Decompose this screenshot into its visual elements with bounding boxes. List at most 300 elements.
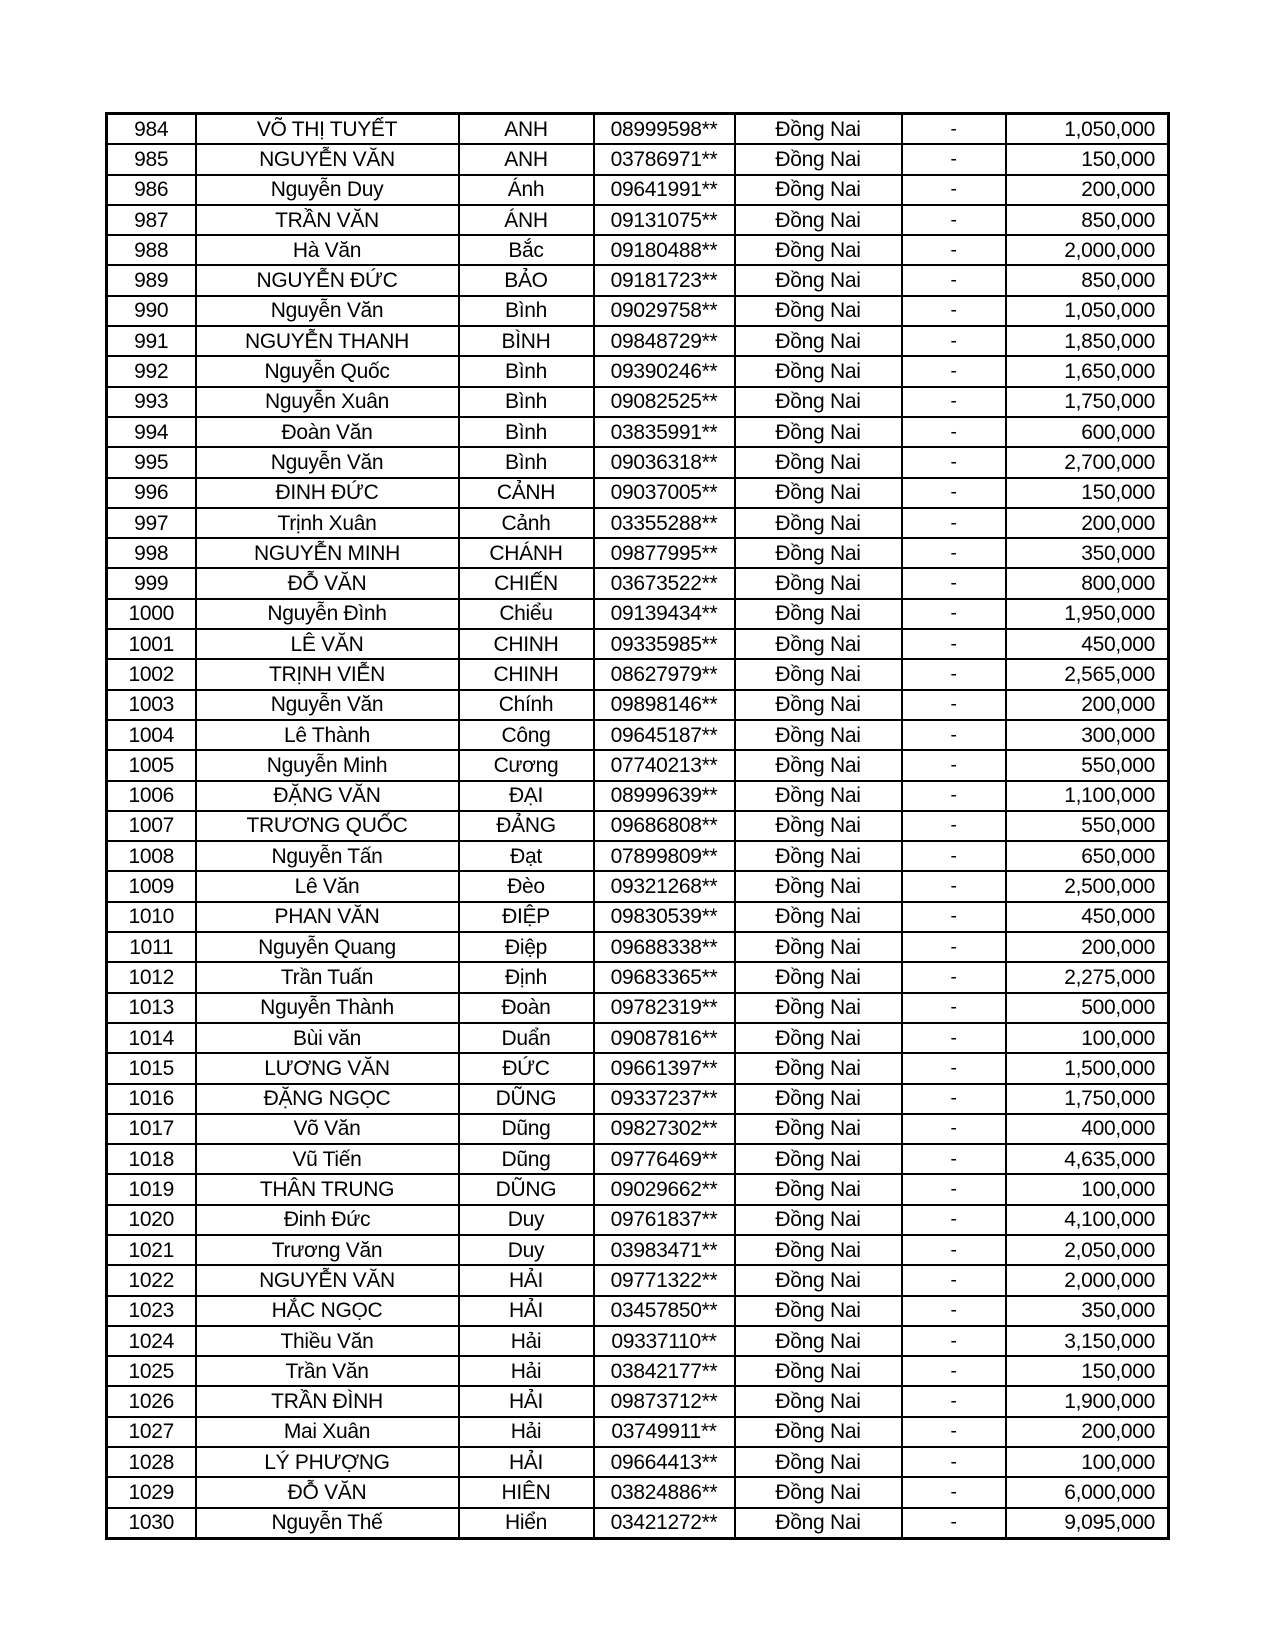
cell-phone-masked: 09898146** [594, 690, 735, 720]
cell-phone-masked: 09661397** [594, 1053, 735, 1083]
cell-family-name: Mai Xuân [196, 1417, 459, 1447]
cell-family-name: Nguyễn Quốc [196, 356, 459, 386]
cell-given-name: Duy [459, 1205, 594, 1235]
table-row [107, 1265, 1169, 1295]
cell-province: Đồng Nai [735, 750, 902, 780]
table-row [107, 1447, 1169, 1477]
cell-amount: 350,000 [1006, 538, 1169, 568]
cell-amount: 2,700,000 [1006, 447, 1169, 477]
cell-blank-dash: - [902, 568, 1006, 598]
cell-province: Đồng Nai [735, 478, 902, 508]
cell-family-name: Nguyễn Tấn [196, 841, 459, 871]
cell-blank-dash: - [902, 1386, 1006, 1416]
cell-amount: 200,000 [1006, 508, 1169, 538]
cell-blank-dash: - [902, 902, 1006, 932]
cell-amount: 550,000 [1006, 811, 1169, 841]
cell-province: Đồng Nai [735, 1235, 902, 1265]
cell-province: Đồng Nai [735, 1084, 902, 1114]
cell-phone-masked: 09036318** [594, 447, 735, 477]
cell-row-number: 996 [107, 478, 196, 508]
cell-given-name: CHIẾN [459, 568, 594, 598]
cell-phone-masked: 07740213** [594, 750, 735, 780]
cell-phone-masked: 03421272** [594, 1508, 735, 1539]
cell-family-name: Trịnh Xuân [196, 508, 459, 538]
table-row [107, 902, 1169, 932]
cell-given-name: HẢI [459, 1265, 594, 1295]
cell-family-name: TRẦN ĐÌNH [196, 1386, 459, 1416]
cell-amount: 3,150,000 [1006, 1326, 1169, 1356]
cell-blank-dash: - [902, 993, 1006, 1023]
cell-given-name: DŨNG [459, 1084, 594, 1114]
cell-phone-masked: 03749911** [594, 1417, 735, 1447]
cell-phone-masked: 03824886** [594, 1477, 735, 1507]
cell-province: Đồng Nai [735, 538, 902, 568]
cell-province: Đồng Nai [735, 690, 902, 720]
cell-province: Đồng Nai [735, 144, 902, 174]
table-row [107, 356, 1169, 386]
cell-blank-dash: - [902, 1114, 1006, 1144]
cell-province: Đồng Nai [735, 1296, 902, 1326]
cell-blank-dash: - [902, 932, 1006, 962]
cell-amount: 1,850,000 [1006, 326, 1169, 356]
cell-row-number: 1020 [107, 1205, 196, 1235]
cell-row-number: 997 [107, 508, 196, 538]
cell-family-name: TRỊNH VIỄN [196, 659, 459, 689]
table-row [107, 417, 1169, 447]
table-row [107, 1144, 1169, 1174]
cell-given-name: Hải [459, 1326, 594, 1356]
cell-family-name: ĐỖ VĂN [196, 568, 459, 598]
cell-blank-dash: - [902, 447, 1006, 477]
cell-phone-masked: 09877995** [594, 538, 735, 568]
cell-family-name: NGUYỄN VĂN [196, 1265, 459, 1295]
cell-province: Đồng Nai [735, 1477, 902, 1507]
table-row [107, 962, 1169, 992]
table-row [107, 1386, 1169, 1416]
cell-row-number: 1008 [107, 841, 196, 871]
cell-province: Đồng Nai [735, 1508, 902, 1539]
cell-given-name: Chính [459, 690, 594, 720]
cell-family-name: Hà Văn [196, 235, 459, 265]
cell-blank-dash: - [902, 144, 1006, 174]
cell-row-number: 992 [107, 356, 196, 386]
cell-given-name: Đạt [459, 841, 594, 871]
table-row [107, 508, 1169, 538]
cell-blank-dash: - [902, 659, 1006, 689]
cell-row-number: 1029 [107, 1477, 196, 1507]
cell-amount: 200,000 [1006, 932, 1169, 962]
cell-amount: 4,635,000 [1006, 1144, 1169, 1174]
cell-row-number: 995 [107, 447, 196, 477]
cell-given-name: HIÊN [459, 1477, 594, 1507]
cell-row-number: 994 [107, 417, 196, 447]
cell-amount: 850,000 [1006, 205, 1169, 235]
cell-row-number: 1005 [107, 750, 196, 780]
table-row [107, 1174, 1169, 1204]
cell-amount: 2,000,000 [1006, 235, 1169, 265]
cell-amount: 1,500,000 [1006, 1053, 1169, 1083]
cell-blank-dash: - [902, 1265, 1006, 1295]
cell-province: Đồng Nai [735, 811, 902, 841]
cell-province: Đồng Nai [735, 1174, 902, 1204]
table-row [107, 447, 1169, 477]
cell-amount: 100,000 [1006, 1023, 1169, 1053]
cell-given-name: Bình [459, 447, 594, 477]
cell-family-name: Nguyễn Văn [196, 447, 459, 477]
cell-blank-dash: - [902, 1296, 1006, 1326]
cell-blank-dash: - [902, 811, 1006, 841]
cell-family-name: Nguyễn Thế [196, 1508, 459, 1539]
cell-row-number: 1022 [107, 1265, 196, 1295]
cell-phone-masked: 03983471** [594, 1235, 735, 1265]
cell-given-name: HẢI [459, 1296, 594, 1326]
cell-row-number: 1000 [107, 599, 196, 629]
cell-blank-dash: - [902, 508, 1006, 538]
cell-family-name: Nguyễn Xuân [196, 387, 459, 417]
cell-family-name: Trần Văn [196, 1356, 459, 1386]
cell-amount: 450,000 [1006, 902, 1169, 932]
cell-province: Đồng Nai [735, 205, 902, 235]
cell-row-number: 987 [107, 205, 196, 235]
cell-blank-dash: - [902, 1084, 1006, 1114]
cell-given-name: ĐẠI [459, 781, 594, 811]
table-row [107, 1053, 1169, 1083]
table-row [107, 1023, 1169, 1053]
cell-phone-masked: 09873712** [594, 1386, 735, 1416]
cell-phone-masked: 03842177** [594, 1356, 735, 1386]
cell-given-name: BÌNH [459, 326, 594, 356]
cell-given-name: BẢO [459, 265, 594, 295]
cell-amount: 1,950,000 [1006, 599, 1169, 629]
cell-given-name: Công [459, 720, 594, 750]
cell-phone-masked: 09321268** [594, 871, 735, 901]
cell-amount: 800,000 [1006, 568, 1169, 598]
cell-phone-masked: 09688338** [594, 932, 735, 962]
table-row [107, 235, 1169, 265]
cell-row-number: 1003 [107, 690, 196, 720]
cell-family-name: Nguyễn Duy [196, 175, 459, 205]
cell-given-name: Định [459, 962, 594, 992]
table-row [107, 1084, 1169, 1114]
cell-row-number: 1009 [107, 871, 196, 901]
cell-family-name: ĐẶNG NGỌC [196, 1084, 459, 1114]
cell-given-name: Bình [459, 356, 594, 386]
cell-blank-dash: - [902, 1023, 1006, 1053]
cell-family-name: Võ Văn [196, 1114, 459, 1144]
cell-province: Đồng Nai [735, 1114, 902, 1144]
cell-phone-masked: 08999598** [594, 114, 735, 145]
cell-blank-dash: - [902, 326, 1006, 356]
cell-phone-masked: 09761837** [594, 1205, 735, 1235]
cell-amount: 2,500,000 [1006, 871, 1169, 901]
cell-blank-dash: - [902, 1326, 1006, 1356]
cell-province: Đồng Nai [735, 720, 902, 750]
cell-blank-dash: - [902, 629, 1006, 659]
cell-phone-masked: 09037005** [594, 478, 735, 508]
table-row [107, 1205, 1169, 1235]
cell-family-name: Bùi văn [196, 1023, 459, 1053]
cell-province: Đồng Nai [735, 1447, 902, 1477]
cell-given-name: HẢI [459, 1447, 594, 1477]
cell-row-number: 1021 [107, 1235, 196, 1265]
table-body [107, 114, 1169, 1539]
table-row [107, 205, 1169, 235]
cell-row-number: 1023 [107, 1296, 196, 1326]
cell-row-number: 1015 [107, 1053, 196, 1083]
cell-family-name: HẮC NGỌC [196, 1296, 459, 1326]
cell-phone-masked: 09830539** [594, 902, 735, 932]
cell-blank-dash: - [902, 1508, 1006, 1539]
cell-family-name: Nguyễn Đình [196, 599, 459, 629]
cell-phone-masked: 09827302** [594, 1114, 735, 1144]
cell-phone-masked: 03835991** [594, 417, 735, 447]
cell-blank-dash: - [902, 750, 1006, 780]
cell-amount: 100,000 [1006, 1174, 1169, 1204]
cell-given-name: Hải [459, 1356, 594, 1386]
cell-row-number: 990 [107, 296, 196, 326]
table-row [107, 296, 1169, 326]
cell-province: Đồng Nai [735, 296, 902, 326]
cell-row-number: 998 [107, 538, 196, 568]
cell-phone-masked: 09390246** [594, 356, 735, 386]
cell-blank-dash: - [902, 235, 1006, 265]
cell-family-name: VÕ THỊ TUYẾT [196, 114, 459, 145]
cell-row-number: 1016 [107, 1084, 196, 1114]
cell-blank-dash: - [902, 1447, 1006, 1477]
cell-family-name: TRẦN VĂN [196, 205, 459, 235]
cell-row-number: 1002 [107, 659, 196, 689]
cell-province: Đồng Nai [735, 1205, 902, 1235]
table-row [107, 478, 1169, 508]
table-row [107, 1326, 1169, 1356]
cell-province: Đồng Nai [735, 568, 902, 598]
cell-blank-dash: - [902, 1235, 1006, 1265]
table-row [107, 387, 1169, 417]
table-row [107, 841, 1169, 871]
table-row [107, 1417, 1169, 1447]
cell-family-name: Đoàn Văn [196, 417, 459, 447]
cell-amount: 1,050,000 [1006, 114, 1169, 145]
cell-given-name: Ánh [459, 175, 594, 205]
cell-family-name: LÊ VĂN [196, 629, 459, 659]
cell-given-name: Điệp [459, 932, 594, 962]
cell-province: Đồng Nai [735, 599, 902, 629]
cell-blank-dash: - [902, 538, 1006, 568]
cell-given-name: DŨNG [459, 1174, 594, 1204]
cell-given-name: ANH [459, 144, 594, 174]
cell-row-number: 1001 [107, 629, 196, 659]
cell-phone-masked: 08627979** [594, 659, 735, 689]
cell-row-number: 1010 [107, 902, 196, 932]
cell-given-name: CHINH [459, 629, 594, 659]
cell-row-number: 1024 [107, 1326, 196, 1356]
cell-given-name: ANH [459, 114, 594, 145]
cell-blank-dash: - [902, 175, 1006, 205]
cell-province: Đồng Nai [735, 781, 902, 811]
cell-amount: 450,000 [1006, 629, 1169, 659]
cell-given-name: ĐIỆP [459, 902, 594, 932]
cell-phone-masked: 09180488** [594, 235, 735, 265]
cell-province: Đồng Nai [735, 508, 902, 538]
cell-amount: 200,000 [1006, 175, 1169, 205]
cell-family-name: NGUYỄN THANH [196, 326, 459, 356]
cell-amount: 400,000 [1006, 1114, 1169, 1144]
cell-province: Đồng Nai [735, 1144, 902, 1174]
cell-phone-masked: 09771322** [594, 1265, 735, 1295]
cell-amount: 500,000 [1006, 993, 1169, 1023]
cell-row-number: 1030 [107, 1508, 196, 1539]
cell-family-name: Nguyễn Thành [196, 993, 459, 1023]
cell-given-name: Đoàn [459, 993, 594, 1023]
cell-phone-masked: 09645187** [594, 720, 735, 750]
cell-province: Đồng Nai [735, 356, 902, 386]
cell-family-name: Nguyễn Quang [196, 932, 459, 962]
cell-given-name: Đèo [459, 871, 594, 901]
table-row [107, 811, 1169, 841]
cell-amount: 150,000 [1006, 144, 1169, 174]
table-row [107, 871, 1169, 901]
cell-row-number: 1025 [107, 1356, 196, 1386]
cell-province: Đồng Nai [735, 1417, 902, 1447]
cell-family-name: Trương Văn [196, 1235, 459, 1265]
cell-blank-dash: - [902, 962, 1006, 992]
cell-phone-masked: 03457850** [594, 1296, 735, 1326]
table-row [107, 1508, 1169, 1539]
cell-amount: 200,000 [1006, 1417, 1169, 1447]
cell-given-name: Duẩn [459, 1023, 594, 1053]
table-row [107, 1235, 1169, 1265]
cell-amount: 1,900,000 [1006, 1386, 1169, 1416]
cell-given-name: CHINH [459, 659, 594, 689]
table-row [107, 599, 1169, 629]
cell-family-name: Nguyễn Minh [196, 750, 459, 780]
cell-province: Đồng Nai [735, 902, 902, 932]
cell-blank-dash: - [902, 720, 1006, 750]
cell-family-name: ĐINH ĐỨC [196, 478, 459, 508]
cell-amount: 850,000 [1006, 265, 1169, 295]
cell-province: Đồng Nai [735, 417, 902, 447]
cell-province: Đồng Nai [735, 659, 902, 689]
cell-blank-dash: - [902, 296, 1006, 326]
cell-province: Đồng Nai [735, 1356, 902, 1386]
table-row [107, 144, 1169, 174]
cell-amount: 150,000 [1006, 478, 1169, 508]
cell-phone-masked: 09782319** [594, 993, 735, 1023]
cell-given-name: ĐỨC [459, 1053, 594, 1083]
cell-province: Đồng Nai [735, 932, 902, 962]
cell-amount: 100,000 [1006, 1447, 1169, 1477]
cell-province: Đồng Nai [735, 1386, 902, 1416]
cell-blank-dash: - [902, 1356, 1006, 1386]
cell-province: Đồng Nai [735, 629, 902, 659]
cell-given-name: Hiển [459, 1508, 594, 1539]
cell-row-number: 985 [107, 144, 196, 174]
table-row [107, 781, 1169, 811]
cell-blank-dash: - [902, 205, 1006, 235]
cell-family-name: THÂN TRUNG [196, 1174, 459, 1204]
cell-amount: 1,050,000 [1006, 296, 1169, 326]
table-row [107, 1114, 1169, 1144]
cell-blank-dash: - [902, 1053, 1006, 1083]
cell-row-number: 984 [107, 114, 196, 145]
cell-phone-masked: 09131075** [594, 205, 735, 235]
table-row [107, 538, 1169, 568]
cell-phone-masked: 09686808** [594, 811, 735, 841]
cell-row-number: 1006 [107, 781, 196, 811]
cell-province: Đồng Nai [735, 1023, 902, 1053]
cell-phone-masked: 09337237** [594, 1084, 735, 1114]
cell-amount: 550,000 [1006, 750, 1169, 780]
table-row [107, 1477, 1169, 1507]
cell-province: Đồng Nai [735, 387, 902, 417]
cell-family-name: Nguyễn Văn [196, 296, 459, 326]
cell-given-name: Cương [459, 750, 594, 780]
cell-amount: 1,650,000 [1006, 356, 1169, 386]
cell-province: Đồng Nai [735, 962, 902, 992]
cell-given-name: Duy [459, 1235, 594, 1265]
cell-amount: 600,000 [1006, 417, 1169, 447]
cell-blank-dash: - [902, 265, 1006, 295]
cell-amount: 1,100,000 [1006, 781, 1169, 811]
cell-blank-dash: - [902, 841, 1006, 871]
cell-family-name: Lê Thành [196, 720, 459, 750]
cell-province: Đồng Nai [735, 871, 902, 901]
cell-province: Đồng Nai [735, 265, 902, 295]
table-row [107, 993, 1169, 1023]
cell-amount: 1,750,000 [1006, 1084, 1169, 1114]
cell-family-name: ĐẶNG VĂN [196, 781, 459, 811]
cell-phone-masked: 09082525** [594, 387, 735, 417]
cell-blank-dash: - [902, 1417, 1006, 1447]
cell-given-name: Bình [459, 387, 594, 417]
cell-phone-masked: 03673522** [594, 568, 735, 598]
cell-given-name: Hải [459, 1417, 594, 1447]
cell-province: Đồng Nai [735, 114, 902, 145]
cell-blank-dash: - [902, 387, 1006, 417]
cell-province: Đồng Nai [735, 175, 902, 205]
cell-row-number: 1018 [107, 1144, 196, 1174]
cell-family-name: Nguyễn Văn [196, 690, 459, 720]
cell-row-number: 999 [107, 568, 196, 598]
cell-family-name: Vũ Tiến [196, 1144, 459, 1174]
cell-row-number: 1012 [107, 962, 196, 992]
cell-phone-masked: 09139434** [594, 599, 735, 629]
cell-given-name: Cảnh [459, 508, 594, 538]
cell-province: Đồng Nai [735, 1053, 902, 1083]
cell-given-name: HẢI [459, 1386, 594, 1416]
table-row [107, 750, 1169, 780]
cell-given-name: ÁNH [459, 205, 594, 235]
cell-given-name: CHÁNH [459, 538, 594, 568]
cell-blank-dash: - [902, 114, 1006, 145]
cell-province: Đồng Nai [735, 326, 902, 356]
cell-given-name: CẢNH [459, 478, 594, 508]
table-row [107, 932, 1169, 962]
cell-given-name: Bắc [459, 235, 594, 265]
cell-given-name: Bình [459, 296, 594, 326]
cell-row-number: 1028 [107, 1447, 196, 1477]
cell-given-name: Dũng [459, 1144, 594, 1174]
cell-amount: 9,095,000 [1006, 1508, 1169, 1539]
cell-phone-masked: 09029758** [594, 296, 735, 326]
cell-family-name: ĐỖ VĂN [196, 1477, 459, 1507]
cell-province: Đồng Nai [735, 1326, 902, 1356]
cell-phone-masked: 09664413** [594, 1447, 735, 1477]
cell-amount: 200,000 [1006, 690, 1169, 720]
cell-family-name: NGUYỄN VĂN [196, 144, 459, 174]
cell-given-name: ĐẢNG [459, 811, 594, 841]
cell-phone-masked: 03786971** [594, 144, 735, 174]
